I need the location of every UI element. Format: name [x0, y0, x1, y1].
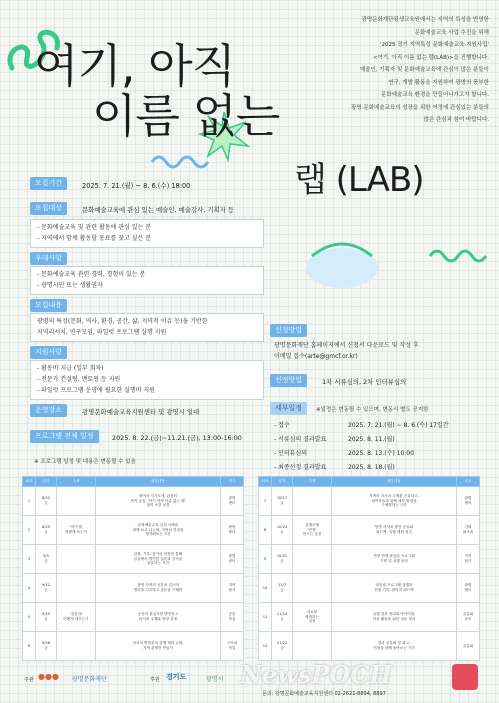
- topic-cell: 실행모델 '연결' 만드는 실천: [293, 516, 332, 545]
- table-row: [259, 632, 480, 661]
- round-cell: 5: [23, 603, 36, 632]
- table-row: [259, 487, 480, 516]
- intro-line: 광명문화재단평생교육원에서는 지역의 특성을 반영한: [361, 17, 489, 23]
- blue-blob-decoration: [302, 236, 382, 296]
- topic-cell: [293, 574, 332, 603]
- intro-line: 문화예술교육 사업 추진을 위해: [414, 29, 489, 36]
- topic-cell: [57, 574, 96, 603]
- date-cell: 9/26 금: [36, 632, 57, 661]
- detail-row-value: 2025. 8. 13.(수) 10:00: [348, 450, 414, 457]
- date-cell: 8/22 금: [36, 487, 57, 516]
- venue-tag: 운영장소: [30, 404, 67, 417]
- intro-line: 예술인, 기획자 및 문화예술교육에 관심이 많은 분들이: [359, 67, 489, 73]
- detail-cell: 지역의 리서치 주제를 공유하고, 참여자들과 함께 세부 방향을 구체화하는 시간: [332, 487, 457, 516]
- table-row: [259, 516, 480, 545]
- round-cell: 11: [259, 603, 272, 632]
- support-item: - 파일럿 프로그램 운영에 필요한 실행비 지원: [37, 387, 155, 394]
- support-box: [30, 360, 264, 400]
- topic-cell: 서로를 매개하는 실천: [293, 603, 332, 632]
- recruit-period-value: 2025. 7. 21.(월) ~ 8. 6.(수) 18:00: [82, 182, 191, 190]
- note-cell: 광명 센터: [221, 545, 244, 574]
- round-cell: 2: [23, 516, 36, 545]
- note-cell: 광명 센터: [221, 487, 244, 516]
- detail-row-key: - 최종선정 결과발표: [274, 464, 327, 471]
- col-header-note: 비고: [457, 477, 480, 487]
- intro-line: <여기, 아직 이름 없는 랩(LAB)>을 진행합니다.: [372, 54, 489, 61]
- note-cell: 기획 워크숍: [457, 516, 480, 545]
- detail-schedule-tag: 세부일정: [270, 402, 307, 415]
- sponsor-gwangmyeong: 광명시: [206, 676, 224, 683]
- detail-cell: 공동의 관심사를 발견하고 리서치 주제와 방향 설정: [96, 603, 221, 632]
- col-header-round: 회차: [259, 477, 272, 487]
- topic-cell: [57, 545, 96, 574]
- round-cell: 7: [259, 487, 272, 516]
- table-row: [259, 574, 480, 603]
- detail-row-key: - 서류심의 결과발표: [274, 436, 327, 443]
- detail-cell: 실행 결과 정리와 아카이빙, 다음 활동을 위한 질문 정리: [332, 603, 457, 632]
- schedule-value: 2025. 8. 22.(금)~11.21.(금), 13:00-16:00: [112, 434, 242, 442]
- col-header-detail: 세부내용: [96, 477, 221, 487]
- date-cell: 9/12 금: [36, 574, 57, 603]
- note-cell: 공동 작업: [221, 603, 244, 632]
- detail-row-value: 2025. 7. 21.(월) ~ 8. 6.(수) 17일간: [348, 422, 449, 429]
- intro-line: 많은 관심과 참여 바랍니다.: [423, 117, 489, 123]
- target-box: [30, 219, 264, 248]
- topic-cell: [293, 545, 332, 574]
- target-item: - 지역에서 함께 활동할 동료를 찾고 싶은 분: [37, 235, 152, 242]
- col-header-date: 일자: [272, 477, 293, 487]
- detail-cell: 파일럿 프로그램 실행과 현장 기록, 참여자 피드백: [332, 574, 457, 603]
- sponsor-label: 후원: [150, 677, 160, 683]
- table-row: [23, 632, 244, 661]
- intro-line: 광명 문화예술교육의 성장을 위한 여정에 관심있는 분들의: [350, 104, 489, 111]
- note-cell: 공유회 준비: [457, 603, 480, 632]
- date-cell: 9/19 금: [36, 603, 57, 632]
- col-header-round: 회차: [23, 477, 36, 487]
- note-cell: 광명 센터: [457, 574, 480, 603]
- detail-cell: 팀별 리서치 중간 공유와 피드백, 실행 계획 점검: [332, 516, 457, 545]
- wavy-line-right-decoration: [428, 244, 488, 268]
- preference-box: [30, 266, 264, 295]
- detail-cell: 참여자 자기소개, 관점의 목적 공유, '여기 아직 이름 없는 랩' 참여 소감 공유: [96, 487, 221, 516]
- apply-tag: 신청방법: [270, 324, 307, 337]
- detail-row-value: 2025. 8. 18.(월): [348, 464, 395, 471]
- note-cell: 지역 답사: [221, 574, 244, 603]
- note-cell: 광명 센터: [221, 516, 244, 545]
- detail-cell: 광명 지역의 공간을 걸으며 생각을 기록하고 질문을 구체화: [96, 574, 221, 603]
- title-line-3: 랩 (LAB): [294, 160, 424, 200]
- date-cell: 11/21 금: [272, 632, 293, 661]
- newspoch-watermark: NewsPOCH: [240, 660, 393, 689]
- round-cell: 3: [23, 545, 36, 574]
- preference-item: - 문화예술교육 관련 경력, 경험이 있는 분: [37, 271, 146, 278]
- table-row: [259, 603, 480, 632]
- topic-cell: [57, 487, 96, 516]
- col-header-note: 비고: [221, 477, 244, 487]
- table-row: [259, 545, 480, 574]
- topic-cell: '여기'를 어떻게 보는가: [57, 516, 96, 545]
- detail-cell: 문화예술교육 실천 사례를 함께 보고 나누며, 지역의 현장을 생각해보는 시간: [96, 516, 221, 545]
- recruit-period-tag: 모집기간: [30, 177, 67, 190]
- col-header-date: 일자: [36, 477, 57, 487]
- table-row: [23, 574, 244, 603]
- preference-item: - 광명시민 또는 생활권자: [37, 282, 103, 289]
- date-cell: 10/31 금: [272, 545, 293, 574]
- contact-info: 문의: 광명문화예술교육지원센터 02-2621-8894, 8897: [262, 691, 386, 697]
- schedule-note: ※ 프로그램 일정 및 내용은 변동될 수 있음: [34, 459, 136, 465]
- date-cell: 10/24 금: [272, 516, 293, 545]
- date-cell: 11/7 금: [272, 574, 293, 603]
- detail-row-key: - 인터뷰심의: [274, 450, 308, 457]
- round-cell: 4: [23, 574, 36, 603]
- detail-row-value: 2025. 8. 11.(월): [348, 436, 395, 443]
- schedule-table-right: [258, 476, 480, 661]
- col-header-topic: 주제: [293, 477, 332, 487]
- selection-tag: 선정방법: [270, 374, 307, 387]
- detail-schedule-note: ※일정은 변동될 수 있으며, 변동시 별도 공지함: [316, 407, 429, 413]
- table-row: [23, 545, 244, 574]
- intro-text: [277, 14, 489, 127]
- note-cell: 구조화 작업: [221, 632, 244, 661]
- detail-cell: 관찰, 기록, 참가의 현장을 통해 일상에서 발견한 질문과 감각을 공유하는 시간: [96, 545, 221, 574]
- sponsor-gyeonggi: 경기도: [166, 673, 187, 681]
- detail-row-key: - 접수: [274, 422, 290, 429]
- support-tag: 지원사항: [30, 346, 67, 359]
- target-item: - 문화예술교육 및 관련 활동에 관심 있는 분: [37, 224, 152, 231]
- schedule-tag: 프로그램 전체 일정: [30, 430, 99, 443]
- topic-cell: [293, 632, 332, 661]
- content-line: 광명의 특성(문화, 역사, 환경, 공간, 삶, 지역적 이슈 등)을 기반한: [37, 318, 208, 325]
- wavy-line-decoration: [150, 150, 210, 172]
- detail-cell: 결과 공유회 및 회고, 여정을 함께 돌아보는 시간: [332, 632, 457, 661]
- note-cell: 지역 답사: [457, 545, 480, 574]
- target-tag: 모집대상: [30, 202, 67, 215]
- schedule-table-left: [22, 476, 244, 661]
- intro-line: '2025 경기 지역특성 문화예술교육 지원사업': [379, 42, 489, 48]
- topic-cell: [293, 487, 332, 516]
- round-cell: 9: [259, 545, 272, 574]
- note-cell: 광명 센터: [457, 487, 480, 516]
- title-line-1: 여기, 아직: [34, 39, 235, 93]
- round-cell: 8: [259, 516, 272, 545]
- intro-line: 연구, 개발 활동을 지원하여 광명의 풍부한: [388, 79, 489, 86]
- selection-value: 1차 서류심의, 2차 인터뷰심의: [322, 378, 407, 386]
- date-cell: 8/29 금: [36, 516, 57, 545]
- date-cell: 9/5 금: [36, 545, 57, 574]
- table-row: [23, 487, 244, 516]
- table-row: [23, 603, 244, 632]
- table-row: [23, 516, 244, 545]
- apply-line: 이메일 접수(arte@gmcf.or.kr): [274, 353, 358, 360]
- camera-watermark-icon: [452, 664, 478, 690]
- detail-cell: 리서치 방법론과 실행 계획 수립, 지역 관계망 만들기: [96, 632, 221, 661]
- round-cell: 10: [259, 574, 272, 603]
- colorful-logo-icon: ●●●: [38, 672, 59, 681]
- round-cell: 6: [23, 632, 36, 661]
- venue-value: 광명문화예술교육지원센터 및 광명시 일대: [82, 408, 200, 416]
- apply-line: 광명문화재단 홈페이지에서 신청서 다운로드 및 작성 후: [274, 342, 419, 349]
- content-tag: 모집내용: [30, 299, 67, 312]
- host-name: 광명문화재단: [72, 676, 107, 683]
- topic-cell: [57, 632, 96, 661]
- target-value: 문화예술교육에 관심 있는 예술인, 예술강사, 기획자 등: [82, 206, 235, 214]
- content-line: 지역리서치, 연구모임, 파일럿 프로그램 실행 지원: [37, 329, 167, 336]
- date-cell: 10/17 금: [272, 487, 293, 516]
- content-box: [30, 313, 264, 342]
- preference-tag: 우대사항: [30, 252, 67, 265]
- round-cell: 12: [259, 632, 272, 661]
- support-item: - 활동비 지급 (일부 회차): [37, 365, 104, 372]
- detail-cell: 현장 연계 파일럿 프로그램 기획 및 실행 준비: [332, 545, 457, 574]
- topic-cell: '질문'을 어떻게 세우는가: [57, 603, 96, 632]
- col-header-detail: 세부내용: [332, 477, 457, 487]
- title-line-2: 이름 없는: [92, 89, 280, 143]
- host-label: 주관: [24, 677, 34, 683]
- support-item: - 전문가 컨설팅, 멘토링 등 지원: [37, 376, 121, 383]
- note-cell: 공유회: [457, 632, 480, 661]
- round-cell: 1: [23, 487, 36, 516]
- intro-line: 문화예술교육 환경을 만들어나가고자 합니다.: [381, 92, 489, 98]
- date-cell: 11/14 금: [272, 603, 293, 632]
- col-header-topic: 주제: [57, 477, 96, 487]
